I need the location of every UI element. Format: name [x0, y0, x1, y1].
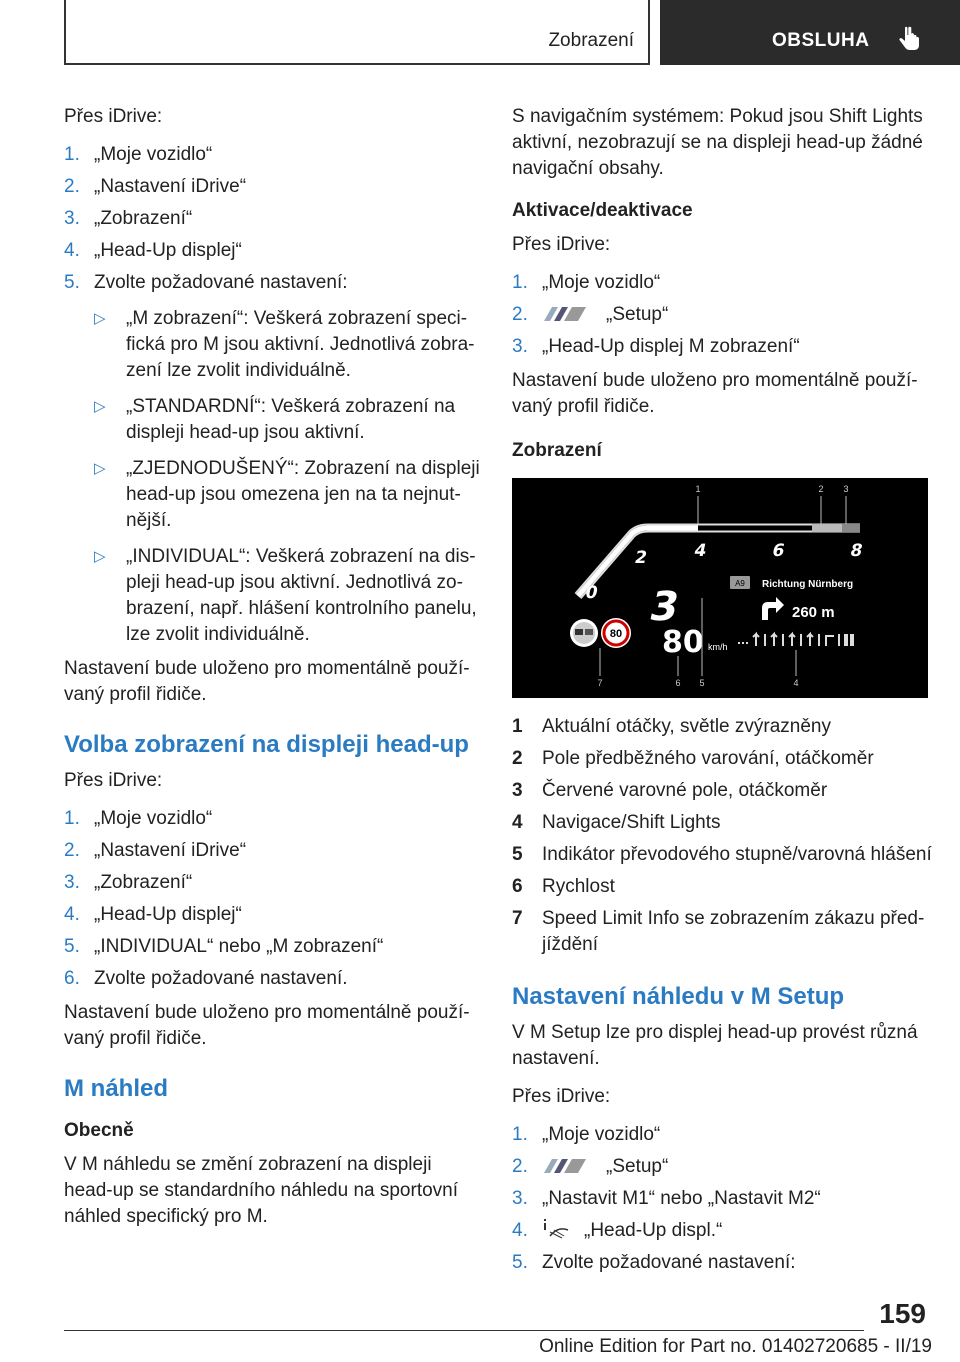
- legend-list: [512, 714, 932, 958]
- list-item: [512, 1122, 932, 1148]
- step-text: „Moje vozidlo“: [94, 808, 213, 829]
- step-text: „Nastavení iDrive“: [94, 176, 247, 197]
- step-text: „Nastavení iDrive“: [94, 840, 247, 861]
- triangle-bullet-icon: ▷: [94, 548, 106, 565]
- list-item: [64, 966, 484, 992]
- steps-list-3: [512, 270, 932, 360]
- heading-setup: Nastavení náhledu v M Setup: [512, 983, 845, 1010]
- step-text: Zvolte požadované nastavení:: [542, 1252, 796, 1273]
- legend-item: [512, 874, 932, 900]
- turn-right-arrow-icon: [762, 597, 784, 620]
- step-text: „Nastavit M1“ nebo „Nastavit M2“: [542, 1188, 821, 1209]
- speed-limit-value: 80: [609, 628, 623, 640]
- heading-aktivace: Aktivace/deaktivace: [512, 200, 693, 221]
- direction-text: Richtung Nürnberg: [762, 579, 854, 590]
- legend-item: [512, 778, 932, 804]
- legend-text: Rychlost: [542, 876, 615, 897]
- list-item: [512, 270, 932, 296]
- legend-number: 4: [512, 812, 523, 833]
- step-number: 5.: [512, 1252, 528, 1273]
- right-column: [512, 104, 932, 1282]
- rpm-tick-label: 2: [632, 548, 649, 568]
- bullet-text: „M zobrazení“: Veškerá zobrazení specifická pro M jsou aktivní. Jednotlivá zobrazení lze zvolit individuálně.: [126, 308, 475, 381]
- steps-list-4: [512, 1122, 932, 1276]
- list-item: [64, 238, 484, 264]
- step-text: „Setup“: [606, 304, 669, 325]
- step-text: Zvolte požadované nastavení:: [94, 272, 348, 293]
- step-text: „Zobrazení“: [94, 208, 193, 229]
- hud-graphic: [512, 478, 928, 698]
- intro-text: Přes iDrive:: [64, 770, 163, 791]
- bullet-item: [64, 306, 484, 384]
- step-number: 6.: [64, 968, 80, 989]
- callout-label: 3: [843, 484, 849, 494]
- page-number: 159: [879, 1298, 926, 1329]
- legend-number: 2: [512, 748, 523, 769]
- bullet-item: [64, 394, 484, 446]
- bullet-text: „STANDARDNÍ“: Veškerá zobrazení na displeji head-up jsou aktivní.: [126, 396, 456, 443]
- bullet-list: [64, 306, 484, 648]
- footer-rule: [64, 1330, 864, 1331]
- list-item: [64, 934, 484, 960]
- callout-label: 4: [793, 678, 799, 688]
- step-number: 1.: [64, 808, 80, 829]
- heading-m-nahled: M náhled: [64, 1075, 169, 1102]
- hud-illustration: [512, 478, 928, 698]
- list-item: [64, 270, 484, 296]
- step-number: 2.: [64, 176, 80, 197]
- step-text: „Head-Up displej M zobrazení“: [542, 336, 800, 357]
- step-text: „Head-Up displ.“: [584, 1220, 723, 1241]
- step-number: 5.: [64, 936, 80, 957]
- step-number: 1.: [64, 144, 80, 165]
- legend-text: Aktuální otáčky, světle zvýrazněny: [542, 716, 831, 737]
- legend-number: 5: [512, 844, 523, 865]
- triangle-bullet-icon: ▷: [94, 460, 106, 477]
- rpm-warning-field: [812, 524, 842, 532]
- gear-indicator: 3: [645, 582, 684, 630]
- road-badge-label: A9: [735, 579, 745, 588]
- step-text: „Head-Up displej“: [94, 240, 242, 261]
- hud-icon: [542, 1218, 570, 1240]
- navigation-note: S navigačním systémem: Pokud jsou Shift Lights aktivní, nezobrazují se na displeji head-up žádné navigační obsahy.: [512, 106, 923, 179]
- bullet-text: „INDIVIDUAL“: Veškerá zobrazení na displeji head-up jsou aktivní. Jednotlivá zobrazení, např. hlášení kontrolního panelu, lze zvolit individuálně.: [126, 546, 477, 645]
- bullet-item: [64, 456, 484, 534]
- list-item: [64, 174, 484, 200]
- step-text: „Setup“: [606, 1156, 669, 1177]
- heading-volba: Volba zobrazení na displeji head-up: [64, 731, 469, 758]
- step-number: 4.: [64, 904, 80, 925]
- rpm-tick-label: 0: [583, 583, 600, 603]
- list-item: [64, 870, 484, 896]
- legend-text: Speed Limit Info se zobrazením zákazu předjíždění: [542, 908, 925, 955]
- triangle-bullet-icon: ▷: [94, 398, 106, 415]
- step-text: „Head-Up displej“: [94, 904, 242, 925]
- step-number: 5.: [64, 272, 80, 293]
- callout-label: 1: [695, 484, 701, 494]
- m-logo-icon: [542, 305, 588, 323]
- list-item: [512, 1218, 932, 1244]
- legend-number: 6: [512, 876, 523, 897]
- callout-label: 6: [675, 678, 681, 688]
- obecne-text: V M náhledu se změní zobrazení na displeji head-up se standardního náhledu na sportovní náhled specifický pro M.: [64, 1154, 459, 1227]
- step-number: 1.: [512, 272, 528, 293]
- legend-number: 3: [512, 780, 523, 801]
- callout-label: 2: [818, 484, 824, 494]
- list-item: [64, 902, 484, 928]
- step-text: Zvolte požadované nastavení.: [94, 968, 348, 989]
- callout-label: 5: [699, 678, 705, 688]
- saved-note: Nastavení bude uloženo pro momentálně používaný profil řidiče.: [512, 370, 918, 417]
- speed-unit: km/h: [708, 642, 728, 652]
- legend-item: [512, 842, 932, 868]
- step-number: 2.: [64, 840, 80, 861]
- step-number: 1.: [512, 1124, 528, 1145]
- list-item: [512, 302, 932, 328]
- legend-item: [512, 906, 932, 958]
- list-item: [64, 806, 484, 832]
- saved-note: Nastavení bude uloženo pro momentálně používaný profil řidiče.: [64, 658, 470, 705]
- legend-number: 7: [512, 908, 523, 929]
- steps-list-2: [64, 806, 484, 992]
- section-title: Zobrazení: [548, 30, 634, 51]
- list-item: [512, 334, 932, 360]
- step-number: 3.: [512, 336, 528, 357]
- header-left-border: [64, 0, 66, 65]
- steps-list-1: [64, 142, 484, 296]
- lane-guidance-icon: [738, 634, 854, 646]
- list-item: [512, 1250, 932, 1276]
- step-number: 2.: [512, 304, 528, 325]
- header-divider: [648, 0, 650, 65]
- step-number: 3.: [64, 208, 80, 229]
- step-text: „Zobrazení“: [94, 872, 193, 893]
- step-number: 4.: [64, 240, 80, 261]
- heading-zobrazeni: Zobrazení: [512, 440, 602, 461]
- legend-item: [512, 746, 932, 772]
- step-text: „Moje vozidlo“: [542, 272, 661, 293]
- legend-number: 1: [512, 716, 523, 737]
- list-item: [64, 838, 484, 864]
- bullet-text: „ZJEDNODUŠENÝ“: Zobrazení na displeji head-up jsou omezena jen na ta nejnutnější.: [126, 458, 480, 531]
- legend-text: Indikátor převodového stupně/varovná hlášení: [542, 844, 932, 865]
- footer-edition: Online Edition for Part no. 01402720685 - II/19: [539, 1336, 932, 1357]
- left-column: [64, 104, 484, 1242]
- saved-note: Nastavení bude uloženo pro momentálně používaný profil řidiče.: [64, 1002, 470, 1049]
- intro-text: Přes iDrive:: [512, 234, 611, 255]
- distance-text: 260 m: [792, 604, 835, 621]
- speed-value: 80: [662, 625, 704, 660]
- rpm-tick-label: 8: [848, 541, 865, 561]
- legend-text: Navigace/Shift Lights: [542, 812, 721, 833]
- step-number: 2.: [512, 1156, 528, 1177]
- legend-text: Červené varovné pole, otáčkoměr: [542, 780, 828, 801]
- legend-item: [512, 810, 932, 836]
- intro-text: Přes iDrive:: [512, 1086, 611, 1107]
- list-item: [512, 1186, 932, 1212]
- step-number: 4.: [512, 1220, 528, 1241]
- chapter-title: OBSLUHA: [772, 30, 870, 51]
- list-item: [512, 1154, 932, 1180]
- setup-text: V M Setup lze pro displej head-up provést různá nastavení.: [512, 1022, 918, 1069]
- legend-item: [512, 714, 932, 740]
- hand-pointer-icon: [894, 24, 924, 54]
- legend-text: Pole předběžného varování, otáčkoměr: [542, 748, 874, 769]
- step-text: „INDIVIDUAL“ nebo „M zobrazení“: [94, 936, 384, 957]
- callout-label: 7: [597, 678, 603, 688]
- rpm-tick-label: 4: [692, 541, 709, 561]
- list-item: [64, 142, 484, 168]
- step-number: 3.: [512, 1188, 528, 1209]
- rpm-tick-label: 6: [770, 541, 787, 561]
- triangle-bullet-icon: ▷: [94, 310, 106, 327]
- rpm-red-field: [842, 524, 860, 532]
- bullet-item: [64, 544, 484, 648]
- step-text: „Moje vozidlo“: [542, 1124, 661, 1145]
- m-logo-icon: [542, 1157, 588, 1175]
- step-text: „Moje vozidlo“: [94, 144, 213, 165]
- intro-text: Přes iDrive:: [64, 106, 163, 127]
- heading-obecne: Obecně: [64, 1120, 134, 1141]
- header-rule: [64, 63, 650, 65]
- list-item: [64, 206, 484, 232]
- step-number: 3.: [64, 872, 80, 893]
